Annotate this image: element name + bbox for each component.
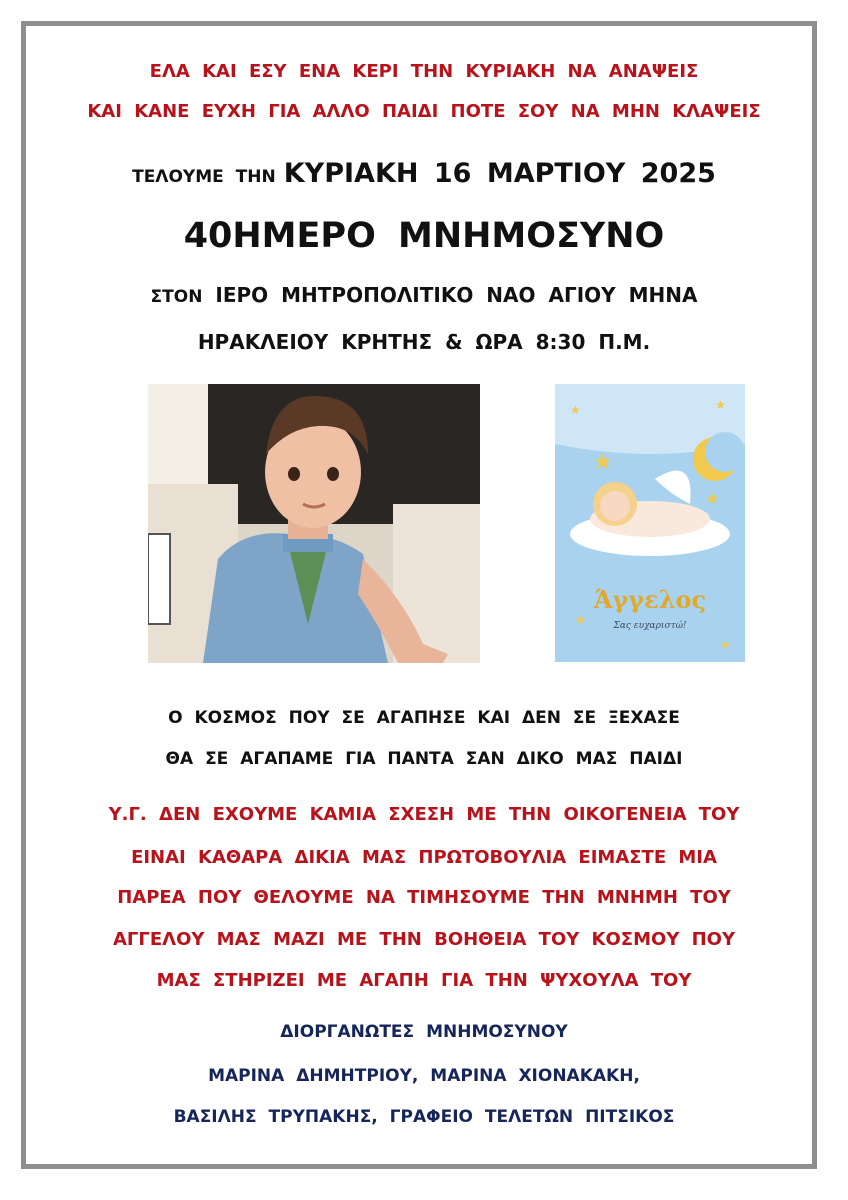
child-photo-drawing [148,384,480,663]
card-caption: Σας ευχαριστώ! [613,621,687,631]
star-icon: ★ [593,450,613,475]
message-line-1: Ο ΚΟΣΜΟΣ ΠΟΥ ΣΕ ΑΓΑΠΗΣΕ ΚΑΙ ΔΕΝ ΣΕ ΞΕΧΑΣΕ [168,708,680,728]
star-icon: ★ [705,489,720,508]
organizers-heading: ΔΙΟΡΓΑΝΩΤΕΣ ΜΝΗΜΟΣΥΝΟΥ [280,1022,568,1042]
angel-card [555,384,745,662]
star-icon: ★ [715,398,726,412]
header-line-2: ΚΑΙ ΚΑΝΕ ΕΥΧΗ ΓΙΑ ΑΛΛΟ ΠΑΙΔΙ ΠΟΤΕ ΣΟΥ ΝΑ ΜΗΝ ΚΛΑΨΕΙΣ [87,101,761,122]
event-date: ΚΥΡΙΑΚΗ 16 ΜΑΡΤΙΟΥ 2025 [283,158,716,189]
event-intro: ΤΕΛΟΥΜΕ ΤΗΝ [132,167,276,187]
place-prefix: ΣΤΟΝ [150,287,203,307]
message-line-2: ΘΑ ΣΕ ΑΓΑΠΑΜΕ ΓΙΑ ΠΑΝΤΑ ΣΑΝ ΔΙΚΟ ΜΑΣ ΠΑΙΔΙ [165,749,683,769]
notice-line-4: ΑΓΓΕΛΟΥ ΜΑΣ ΜΑΖΙ ΜΕ ΤΗΝ ΒΟΗΘΕΙΑ ΤΟΥ ΚΟΣΜΟΥ ΠΟΥ [112,929,736,950]
star-icon: ★ [570,403,581,417]
angel-illustration [555,384,745,662]
event-date-line [0,158,848,189]
notice-line-3: ΠΑΡΕΑ ΠΟΥ ΘΕΛΟΥΜΕ ΝΑ ΤΙΜΗΣΟΥΜΕ ΤΗΝ ΜΝΗΜΗ ΤΟΥ [117,887,731,908]
card-name: Άγγελος [593,585,707,614]
event-city-time: ΗΡΑΚΛΕΙΟΥ ΚΡΗΤΗΣ & ΩΡΑ 8:30 Π.Μ. [197,330,651,354]
organizers-line-1: ΜΑΡΙΝΑ ΔΗΜΗΤΡΙΟΥ, ΜΑΡΙΝΑ ΧΙΟΝΑΚΑΚΗ, [208,1066,640,1086]
place-name: ΙΕΡΟ ΜΗΤΡΟΠΟΛΙΤΙΚΟ ΝΑΟ ΑΓΙΟΥ ΜΗΝΑ [215,283,698,307]
child-photo [148,384,480,663]
star-icon: ★ [575,613,586,627]
header-line-1: ΕΛΑ ΚΑΙ ΕΣΥ ΕΝΑ ΚΕΡΙ ΤΗΝ ΚΥΡΙΑΚΗ ΝΑ ΑΝΑΨΕΙΣ [149,61,699,82]
notice-line-2: ΕΙΝΑΙ ΚΑΘΑΡΑ ΔΙΚΙΑ ΜΑΣ ΠΡΩΤΟΒΟΥΛΙΑ ΕΙΜΑΣΤΕ ΜΙΑ [131,847,717,868]
notice-line-1: Υ.Γ. ΔΕΝ ΕΧΟΥΜΕ ΚΑΜΙΑ ΣΧΕΣΗ ΜΕ ΤΗΝ ΟΙΚΟΓΕΝΕΙΑ ΤΟΥ [108,804,740,825]
event-place-line [0,283,848,307]
organizers-line-2: ΒΑΣΙΛΗΣ ΤΡΥΠΑΚΗΣ, ΓΡΑΦΕΙΟ ΤΕΛΕΤΩΝ ΠΙΤΣΙΚΟΣ [173,1107,675,1127]
event-title: 40ΗΜΕΡΟ ΜΝΗΜΟΣΥΝΟ [183,216,665,256]
star-icon: ★ [720,638,731,652]
notice-line-5: ΜΑΣ ΣΤΗΡΙΖΕΙ ΜΕ ΑΓΑΠΗ ΓΙΑ ΤΗΝ ΨΥΧΟΥΛΑ ΤΟΥ [156,970,692,991]
